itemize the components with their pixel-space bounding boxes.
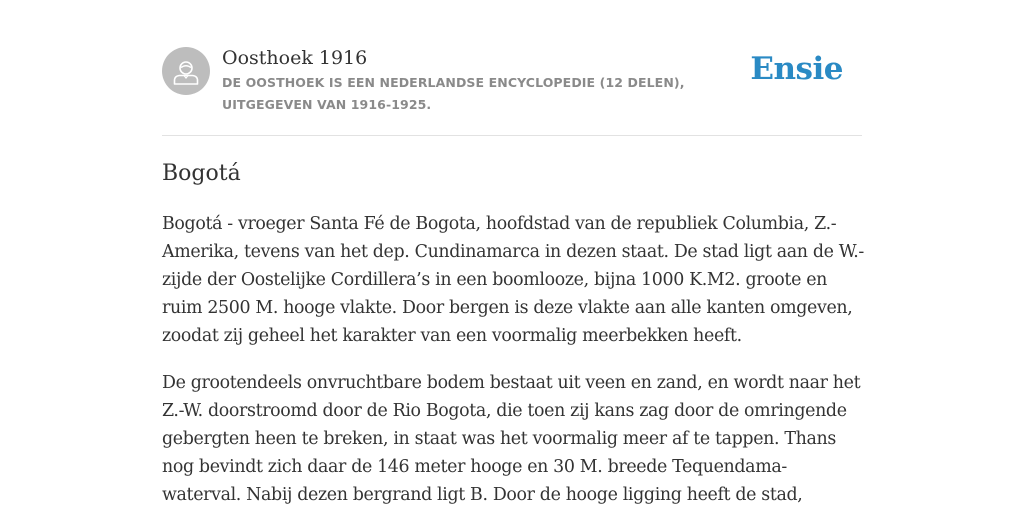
article-paragraph: De grootendeels onvruchtbare bodem bestaat uit veen en zand, en wordt naar het Z.-W. doorstroomd door de Rio Bogota, die toen zij kans zag door de omringende gebergten heen te breken, in staat was het voormalig meer af te tappen. Thans nog bevindt zich daar de 146 meter hooge en 30 M. breede Tequendama-waterval. Nabij dezen bergrand ligt B. Door de hooge ligging heeft de stad, bbox=[162, 373, 861, 505]
source-title[interactable]: Oosthoek 1916 bbox=[222, 47, 368, 69]
header-divider bbox=[162, 135, 862, 136]
article-body bbox=[162, 210, 864, 509]
ensie-logo[interactable]: Ensie bbox=[750, 51, 843, 87]
article-paragraph: Bogotá - vroeger Santa Fé de Bogota, hoofdstad van de republiek Columbia, Z.-Amerika, tevens van het dep. Cundinamarca in dezen staat. De stad ligt aan de W.-zijde der Oostelijke Cordillera’s in een boomlooze, bijna 1000 K.M2. groote en ruim 2500 M. hooge vlakte. Door bergen is deze vlakte aan alle kanten omgeven, zoodat zij geheel het karakter van een voormalig meerbekken heeft. bbox=[162, 214, 864, 346]
source-header bbox=[162, 45, 862, 135]
article bbox=[162, 158, 864, 512]
avatar[interactable] bbox=[162, 47, 210, 95]
user-icon bbox=[162, 47, 210, 95]
source-description: DE OOSTHOEK IS EEN NEDERLANDSE ENCYCLOPEDIE (12 DELEN), UITGEGEVEN VAN 1916-1925. bbox=[222, 75, 685, 112]
article-title: Bogotá bbox=[162, 161, 241, 186]
